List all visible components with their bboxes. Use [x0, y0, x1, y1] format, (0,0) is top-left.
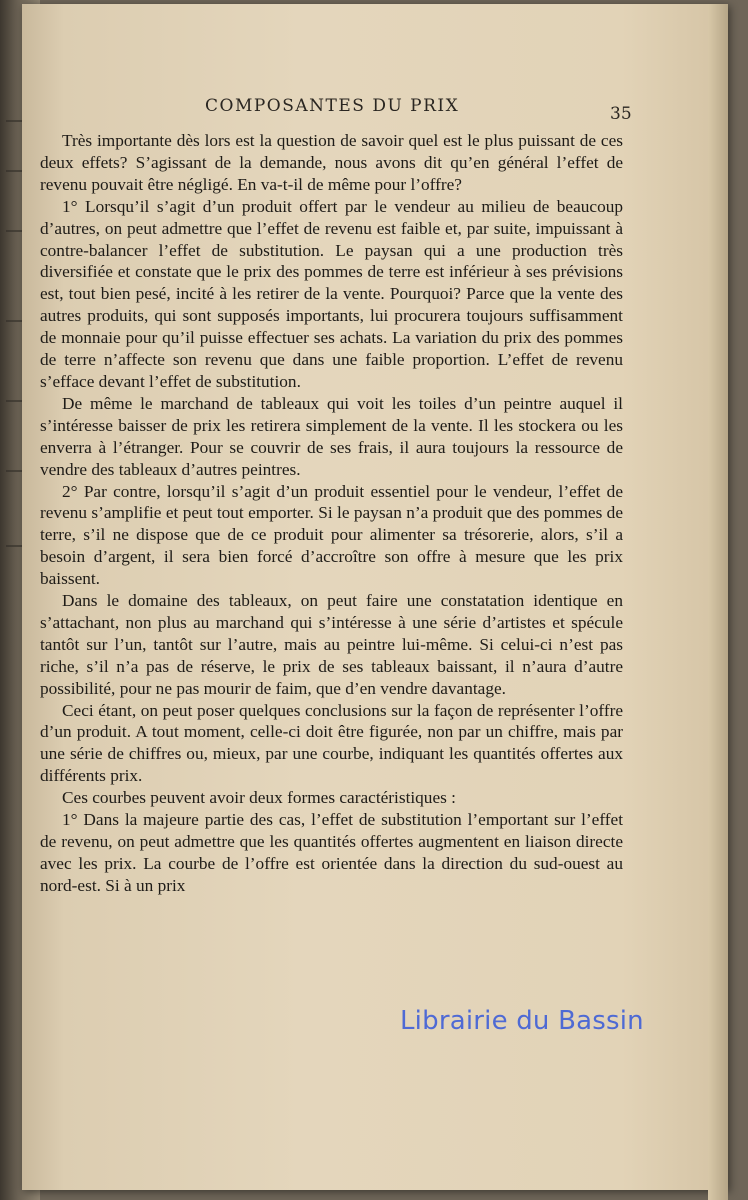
paragraph: De même le marchand de tableaux qui voit les toiles d’un peintre auquel il s’intéresse baisser de prix les retirera simplement de la vente. Il les stockera ou les enverra à l’étranger. Pour se couvrir de ses frais, il aura toujours la ressource de vendre des tableaux d’autres peintres. — [40, 393, 623, 479]
gutter-mark — [6, 545, 22, 547]
paragraph: Ceci étant, on peut poser quelques conclusions sur la façon de représenter l’offre d’un produit. A tout moment, celle-ci doit être figurée, non par un chiffre, mais par une série de chiffres ou, mieux, par une courbe, indiquant les quantités offertes aux différents prix. — [40, 700, 623, 786]
gutter-mark — [6, 120, 22, 122]
watermark: Librairie du Bassin — [400, 1006, 644, 1036]
page-right-edge — [708, 4, 728, 1200]
paragraph: 1° Dans la majeure partie des cas, l’effet de substitution l’emportant sur l’effet de revenu, on peut admettre que les quantités offertes augmentent en liaison directe avec les prix. La courbe de l’offre est orientée dans la direction du sud-ouest au nord-est. Si à un prix — [40, 810, 623, 895]
gutter-mark — [6, 230, 22, 232]
paragraph: 1° Lorsqu’il s’agit d’un produit offert par le vendeur au milieu de beaucoup d’autres, on peut admettre que l’effet de revenu est faible et, par suite, impuissant à contre-balancer l’effet de substitution. Le paysan qui a une production très diversifiée et constate que le prix des pommes de terre est inférieur à ses prévisions est, tout bien pesé, incité à les retirer de la vente. Pourquoi? Parce que la vente des autres produits, qui sont supposés importants, lui procurera toujours suffisamment de monnaie pour qu’il puisse effectuer ses achats. La variation du prix des pommes de terre n’affecte son revenu que dans une faible proportion. L’effet de revenu s’efface devant l’effet de substitution. — [40, 196, 623, 391]
gutter-mark — [6, 320, 22, 322]
gutter-mark — [6, 470, 22, 472]
gutter-mark — [6, 170, 22, 172]
gutter-mark — [6, 400, 22, 402]
paragraph: Très importante dès lors est la question de savoir quel est le plus puissant de ces deux effets? S’agissant de la demande, nous avons dit qu’en général l’effet de revenu pouvait être négligé. En va-t-il de même pour l’offre? — [40, 131, 623, 194]
paragraph: Ces courbes peuvent avoir deux formes caractéristiques : — [62, 788, 456, 808]
paragraph: Dans le domaine des tableaux, on peut faire une constatation identique en s’attachant, non plus au marchand qui s’intéresse à une série d’artistes et spécule tantôt sur l’un, tantôt sur l’autre, mais au peintre lui-même. Si celui-ci n’est pas riche, s’il n’a pas de réserve, le prix de ses tableaux baissant, il n’aura d’autre possibilité, pour ne pas mourir de faim, que d’en vendre davantage. — [40, 591, 623, 698]
body-text — [40, 130, 623, 897]
running-head: COMPOSANTES DU PRIX — [205, 96, 460, 116]
page-number: 35 — [610, 104, 632, 124]
paragraph: 2° Par contre, lorsqu’il s’agit d’un produit essentiel pour le vendeur, l’effet de revenu s’amplifie et peut tout emporter. Si le paysan n’a produit que des pommes de terre, s’il ne dispose que de ce produit pour alimenter sa trésorerie, alors, s’il a besoin d’argent, il sera bien forcé d’accroître son offre à mesure que les prix baissent. — [40, 481, 623, 589]
